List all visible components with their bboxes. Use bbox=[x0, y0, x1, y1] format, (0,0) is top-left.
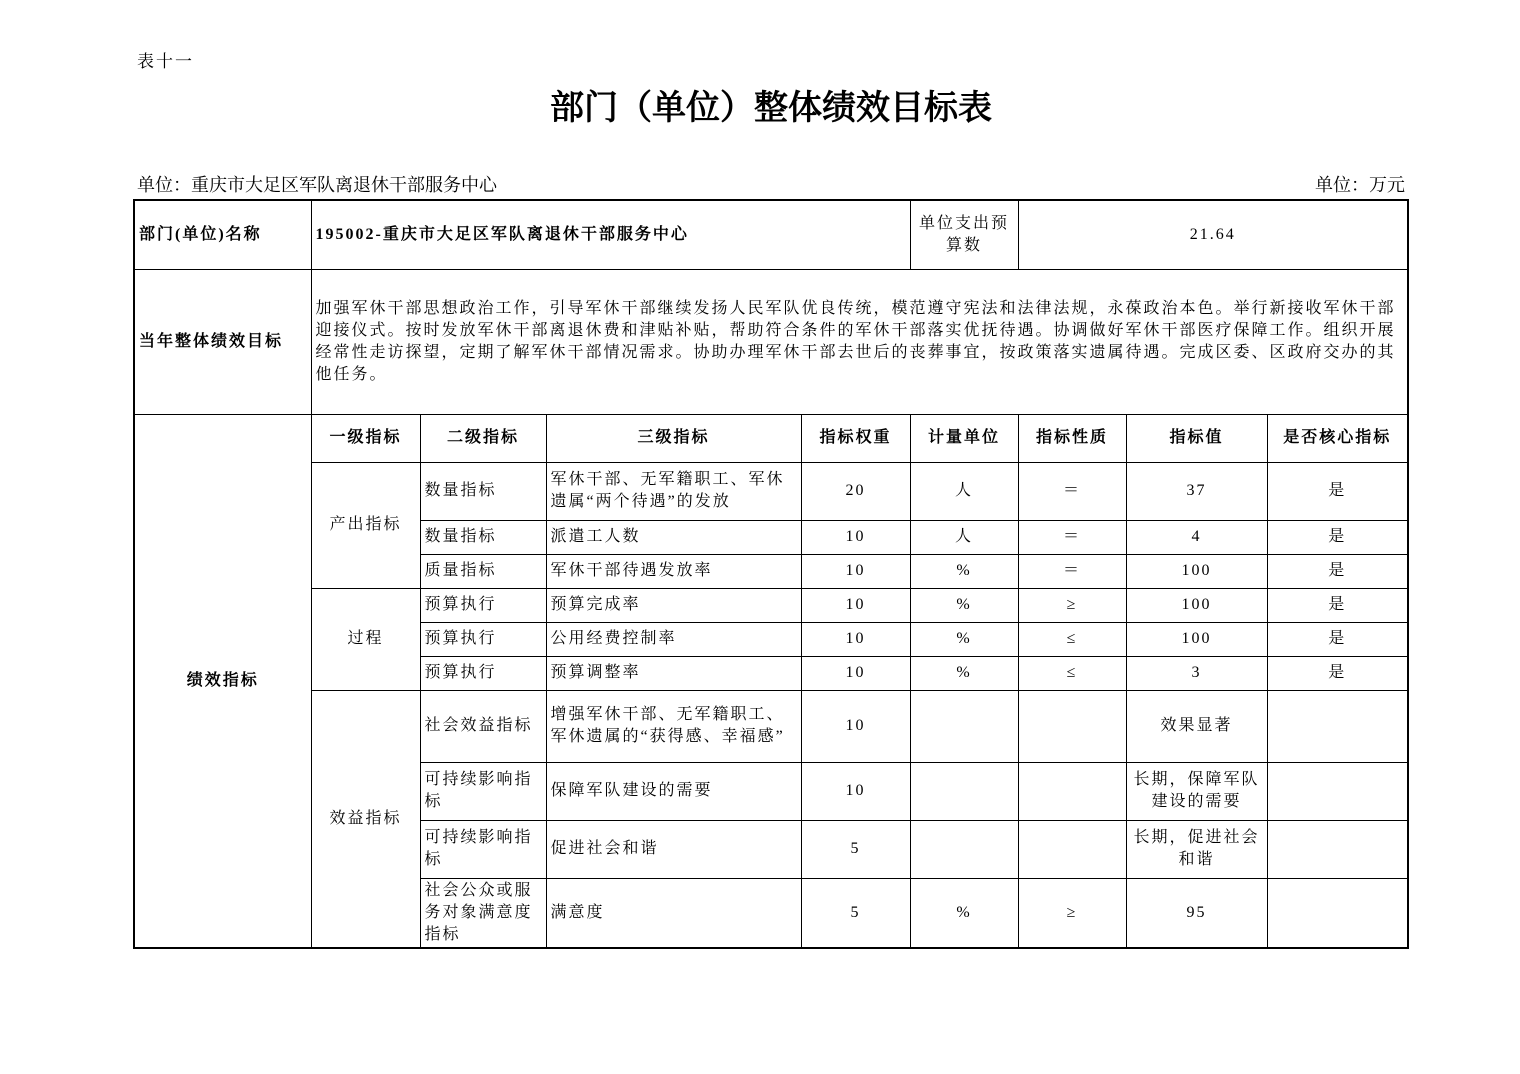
nature-cell bbox=[1018, 690, 1126, 762]
level2-cell: 质量指标 bbox=[420, 554, 546, 588]
core-cell bbox=[1267, 878, 1408, 948]
level3-cell: 增强军休干部、无军籍职工、军休遗属的“获得感、幸福感” bbox=[546, 690, 801, 762]
dept-name-label: 部门(单位)名称 bbox=[134, 200, 311, 269]
weight-cell: 10 bbox=[801, 520, 910, 554]
weight-cell: 10 bbox=[801, 690, 910, 762]
level1-cell: 效益指标 bbox=[311, 690, 420, 948]
core-cell bbox=[1267, 762, 1408, 820]
unit-cell: % bbox=[910, 622, 1018, 656]
value-cell: 37 bbox=[1126, 462, 1267, 520]
core-cell bbox=[1267, 820, 1408, 878]
value-cell: 效果显著 bbox=[1126, 690, 1267, 762]
nature-cell bbox=[1018, 762, 1126, 820]
level2-cell: 预算执行 bbox=[420, 622, 546, 656]
weight-cell: 10 bbox=[801, 622, 910, 656]
value-cell: 100 bbox=[1126, 554, 1267, 588]
summary-row bbox=[134, 200, 1408, 269]
value-cell: 100 bbox=[1126, 588, 1267, 622]
col-header-unit: 计量单位 bbox=[910, 414, 1018, 462]
budget-label: 单位支出预算数 bbox=[910, 200, 1018, 269]
core-cell: 是 bbox=[1267, 622, 1408, 656]
col-header-weight: 指标权重 bbox=[801, 414, 910, 462]
nature-cell: ≥ bbox=[1018, 878, 1126, 948]
col-header-level1: 一级指标 bbox=[311, 414, 420, 462]
page-title: 部门（单位）整体绩效目标表 bbox=[550, 90, 992, 127]
performance-target-table bbox=[133, 199, 1409, 949]
level2-cell: 可持续影响指标 bbox=[420, 762, 546, 820]
weight-cell: 10 bbox=[801, 554, 910, 588]
unit-cell: % bbox=[910, 656, 1018, 690]
col-header-core: 是否核心指标 bbox=[1267, 414, 1408, 462]
core-cell: 是 bbox=[1267, 656, 1408, 690]
level2-cell: 数量指标 bbox=[420, 462, 546, 520]
level3-cell: 预算完成率 bbox=[546, 588, 801, 622]
level1-cell: 产出指标 bbox=[311, 462, 420, 588]
indicator-row bbox=[134, 462, 1408, 520]
indicator-section-label: 绩效指标 bbox=[134, 414, 311, 948]
unit-cell: % bbox=[910, 554, 1018, 588]
core-cell: 是 bbox=[1267, 554, 1408, 588]
value-cell: 100 bbox=[1126, 622, 1267, 656]
core-cell bbox=[1267, 690, 1408, 762]
budget-value: 21.64 bbox=[1018, 200, 1408, 269]
col-header-level3: 三级指标 bbox=[546, 414, 801, 462]
weight-cell: 5 bbox=[801, 878, 910, 948]
indicator-header-row bbox=[134, 414, 1408, 462]
nature-cell: ≤ bbox=[1018, 622, 1126, 656]
indicator-row bbox=[134, 690, 1408, 762]
weight-cell: 10 bbox=[801, 656, 910, 690]
core-cell: 是 bbox=[1267, 520, 1408, 554]
nature-cell: ≥ bbox=[1018, 588, 1126, 622]
reporting-unit: 单位：重庆市大足区军队离退休干部服务中心 bbox=[137, 175, 497, 195]
nature-cell: ＝ bbox=[1018, 462, 1126, 520]
col-header-value: 指标值 bbox=[1126, 414, 1267, 462]
unit-cell: 人 bbox=[910, 520, 1018, 554]
level2-cell: 可持续影响指标 bbox=[420, 820, 546, 878]
nature-cell: ＝ bbox=[1018, 554, 1126, 588]
value-cell: 长期，促进社会和谐 bbox=[1126, 820, 1267, 878]
weight-cell: 20 bbox=[801, 462, 910, 520]
value-cell: 4 bbox=[1126, 520, 1267, 554]
table-number: 表十一 bbox=[137, 52, 194, 71]
unit-cell: % bbox=[910, 588, 1018, 622]
level2-cell: 预算执行 bbox=[420, 656, 546, 690]
level3-cell: 公用经费控制率 bbox=[546, 622, 801, 656]
value-cell: 3 bbox=[1126, 656, 1267, 690]
weight-cell: 5 bbox=[801, 820, 910, 878]
nature-cell: ≤ bbox=[1018, 656, 1126, 690]
goal-row bbox=[134, 269, 1408, 414]
weight-cell: 10 bbox=[801, 762, 910, 820]
weight-cell: 10 bbox=[801, 588, 910, 622]
unit-cell bbox=[910, 762, 1018, 820]
level2-cell: 数量指标 bbox=[420, 520, 546, 554]
annual-goal-text: 加强军休干部思想政治工作，引导军休干部继续发扬人民军队优良传统，模范遵守宪法和法律法规，永葆政治本色。举行新接收军休干部迎接仪式。按时发放军休干部离退休费和津贴补贴，帮助符合条件的军休干部落实优抚待遇。协调做好军休干部医疗保障工作。组织开展经常性走访探望，定期了解军休干部情况需求。协助办理军休干部去世后的丧葬事宜，按政策落实遗属待遇。完成区委、区政府交办的其他任务。 bbox=[311, 269, 1408, 414]
indicator-row bbox=[134, 588, 1408, 622]
unit-cell bbox=[910, 820, 1018, 878]
unit-cell: % bbox=[910, 878, 1018, 948]
level2-cell: 预算执行 bbox=[420, 588, 546, 622]
level3-cell: 派遣工人数 bbox=[546, 520, 801, 554]
level3-cell: 预算调整率 bbox=[546, 656, 801, 690]
level3-cell: 保障军队建设的需要 bbox=[546, 762, 801, 820]
nature-cell: ＝ bbox=[1018, 520, 1126, 554]
value-cell: 95 bbox=[1126, 878, 1267, 948]
currency-unit: 单位：万元 bbox=[1315, 175, 1405, 195]
nature-cell bbox=[1018, 820, 1126, 878]
dept-name-value: 195002-重庆市大足区军队离退休干部服务中心 bbox=[311, 200, 910, 269]
value-cell: 长期，保障军队建设的需要 bbox=[1126, 762, 1267, 820]
core-cell: 是 bbox=[1267, 588, 1408, 622]
level3-cell: 军休干部待遇发放率 bbox=[546, 554, 801, 588]
unit-cell: 人 bbox=[910, 462, 1018, 520]
level3-cell: 促进社会和谐 bbox=[546, 820, 801, 878]
level1-cell: 过程 bbox=[311, 588, 420, 690]
annual-goal-label: 当年整体绩效目标 bbox=[134, 269, 311, 414]
core-cell: 是 bbox=[1267, 462, 1408, 520]
level3-cell: 满意度 bbox=[546, 878, 801, 948]
level3-cell: 军休干部、无军籍职工、军休遗属“两个待遇”的发放 bbox=[546, 462, 801, 520]
col-header-level2: 二级指标 bbox=[420, 414, 546, 462]
unit-cell bbox=[910, 690, 1018, 762]
level2-cell: 社会效益指标 bbox=[420, 690, 546, 762]
col-header-nature: 指标性质 bbox=[1018, 414, 1126, 462]
level2-cell: 社会公众或服务对象满意度指标 bbox=[420, 878, 546, 948]
